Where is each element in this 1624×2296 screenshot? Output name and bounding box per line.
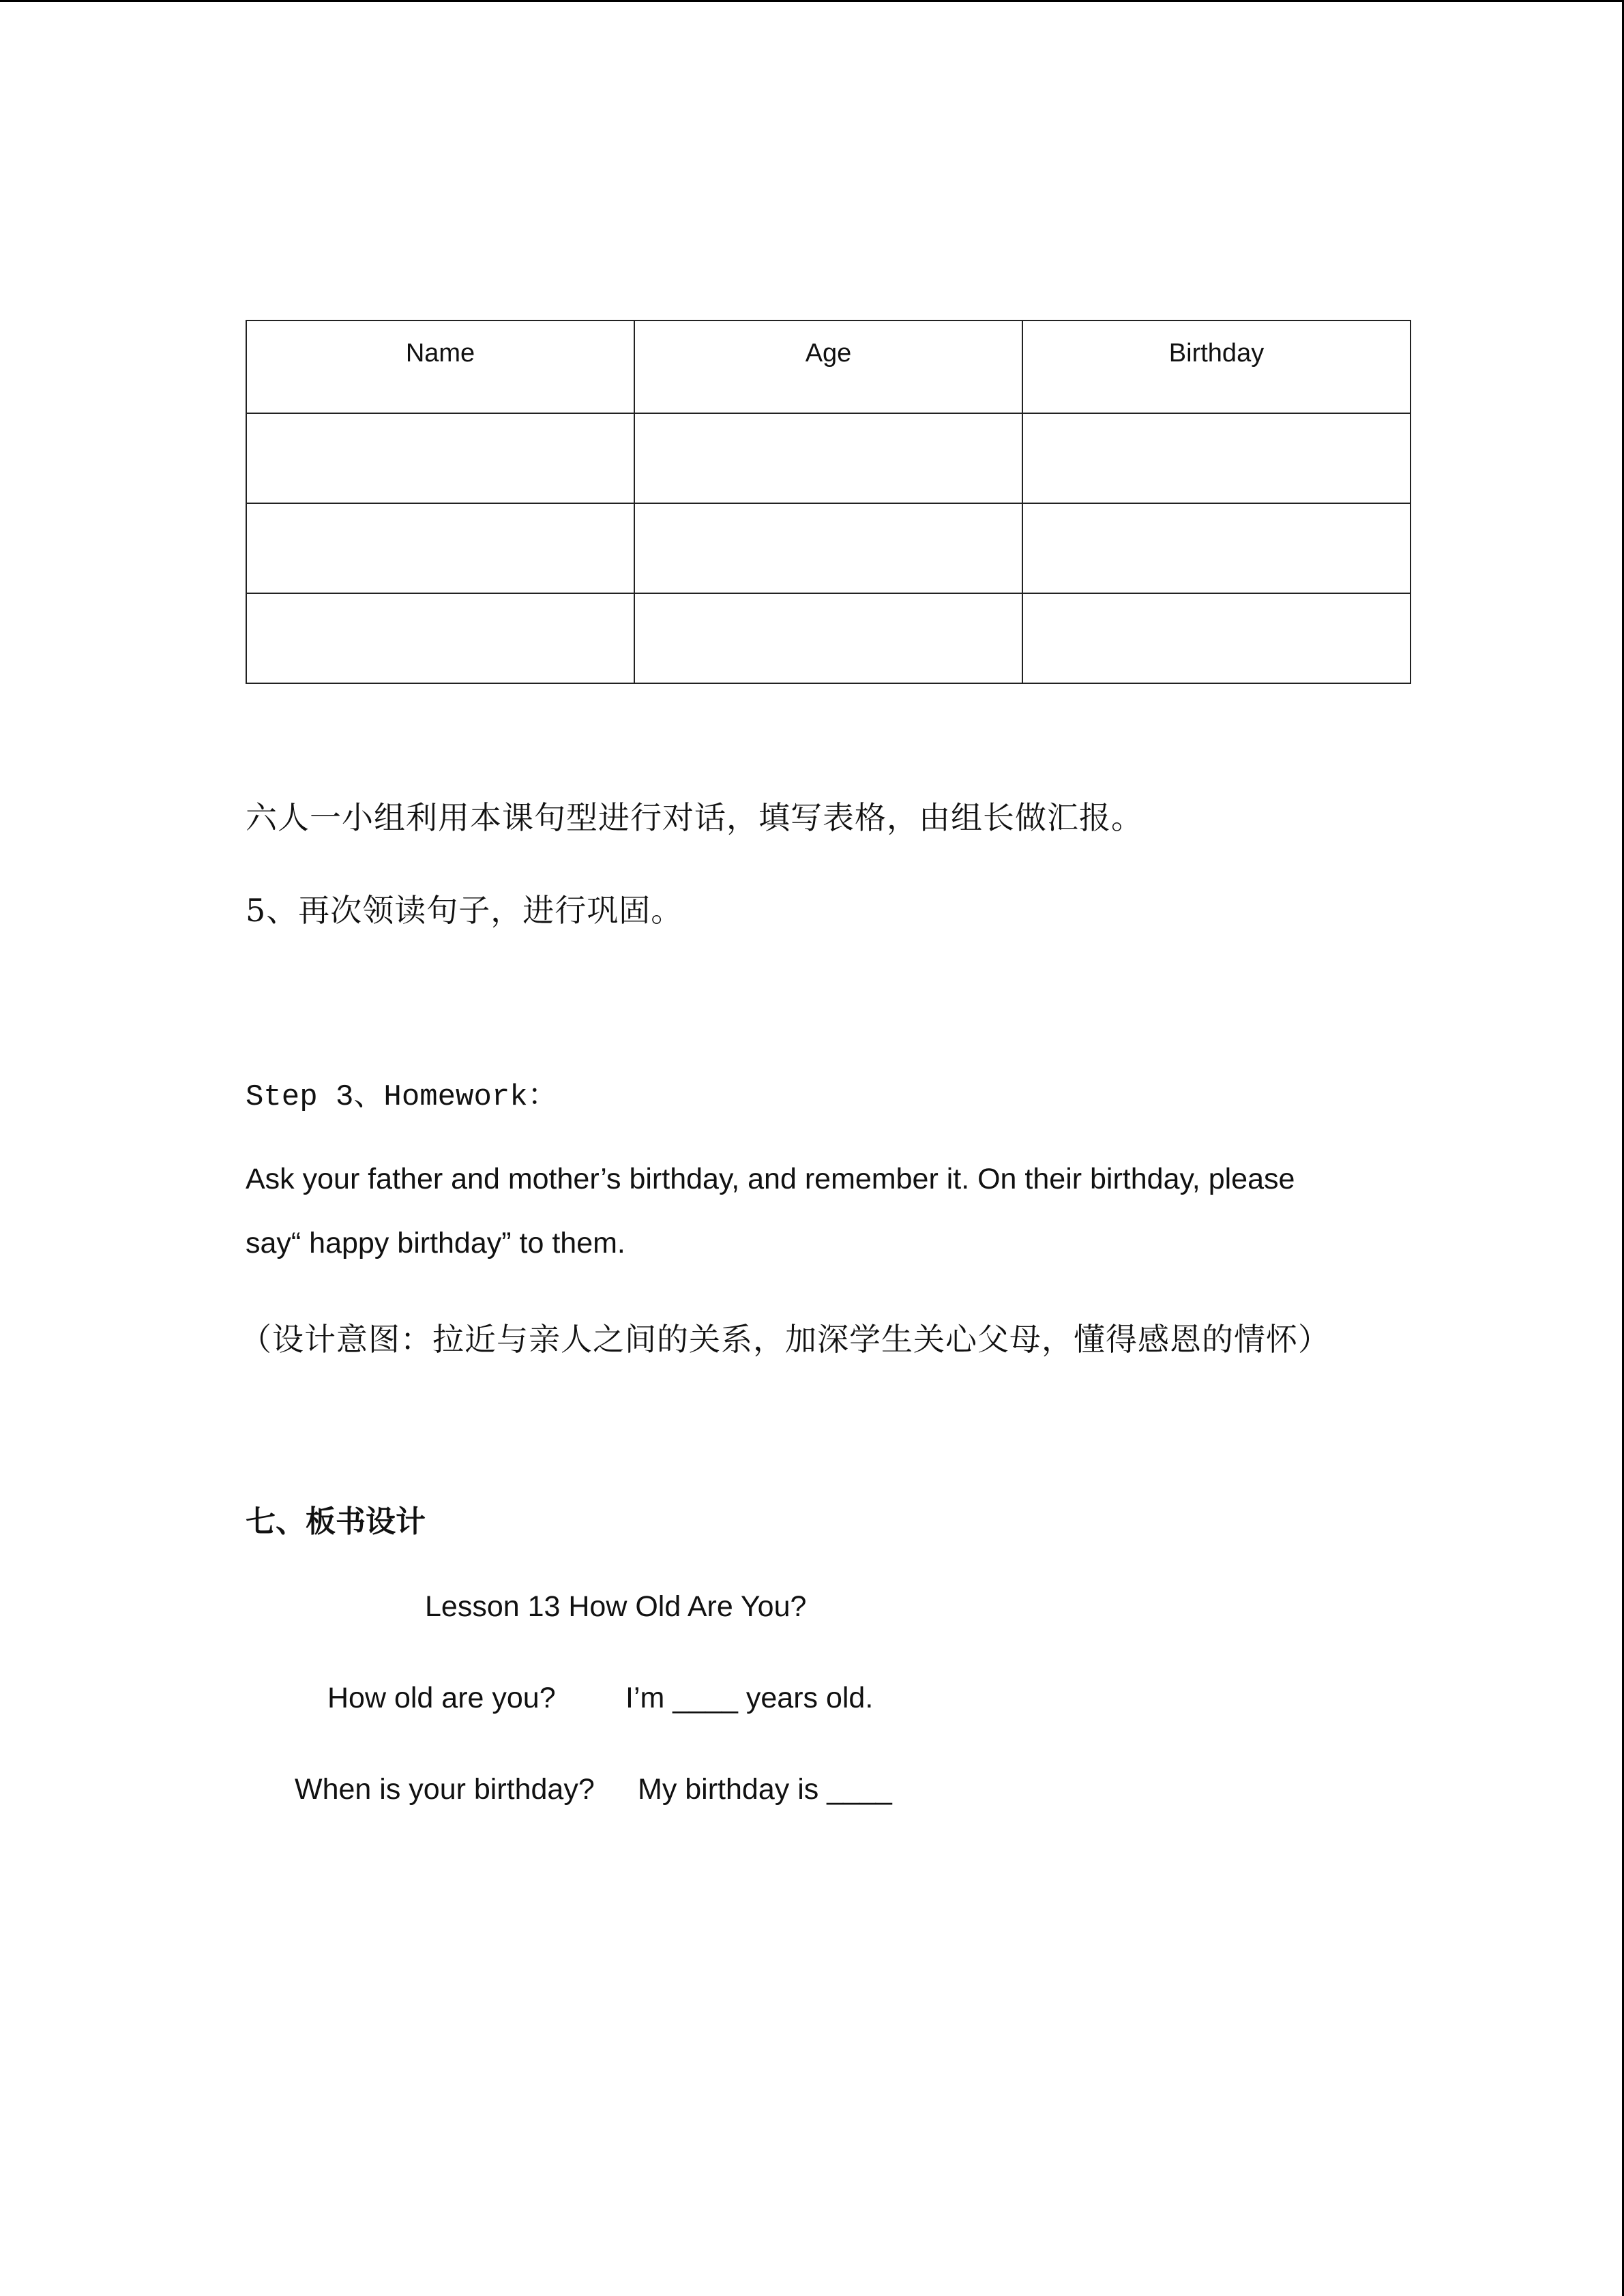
board-design-heading: 七、板书设计 [246,1504,426,1539]
table-cell[interactable] [1022,503,1411,593]
table-header-name: Name [246,320,634,413]
table-cell[interactable] [1022,593,1411,683]
table-header-age: Age [634,320,1022,413]
answer-birthday: My birthday is ____ [638,1773,892,1806]
table-cell[interactable] [246,413,634,503]
question-birthday: When is your birthday? [295,1773,595,1806]
question-age: How old are you? [327,1682,556,1714]
step3-homework-title: Step 3、Homework： [246,1080,558,1114]
group-task-paragraph: 六人一小组利用本课句型进行对话，填写表格，由组长做汇报。 [246,799,1143,836]
homework-line-2: say“ happy birthday” to them. [246,1227,625,1259]
table-header-row [246,320,1411,413]
table-row [246,503,1411,593]
info-table [246,320,1411,684]
table-row [246,413,1411,503]
table-row [246,593,1411,683]
table-cell[interactable] [634,413,1022,503]
table-header-birthday: Birthday [1022,320,1411,413]
design-intent-paragraph: （设计意图：拉近与亲人之间的关系，加深学生关心父母，懂得感恩的情怀） [240,1321,1330,1358]
step5-paragraph: 5、再次领读句子，进行巩固。 [246,892,683,929]
table-cell[interactable] [634,503,1022,593]
homework-line-1: Ask your father and mother’s birthday, and remember it. On their birthday, please [246,1163,1295,1195]
table-cell[interactable] [246,593,634,683]
table-cell[interactable] [634,593,1022,683]
answer-age: I’m ____ years old. [625,1682,874,1714]
table-cell[interactable] [1022,413,1411,503]
lesson-title: Lesson 13 How Old Are You? [425,1590,807,1623]
table-cell[interactable] [246,503,634,593]
